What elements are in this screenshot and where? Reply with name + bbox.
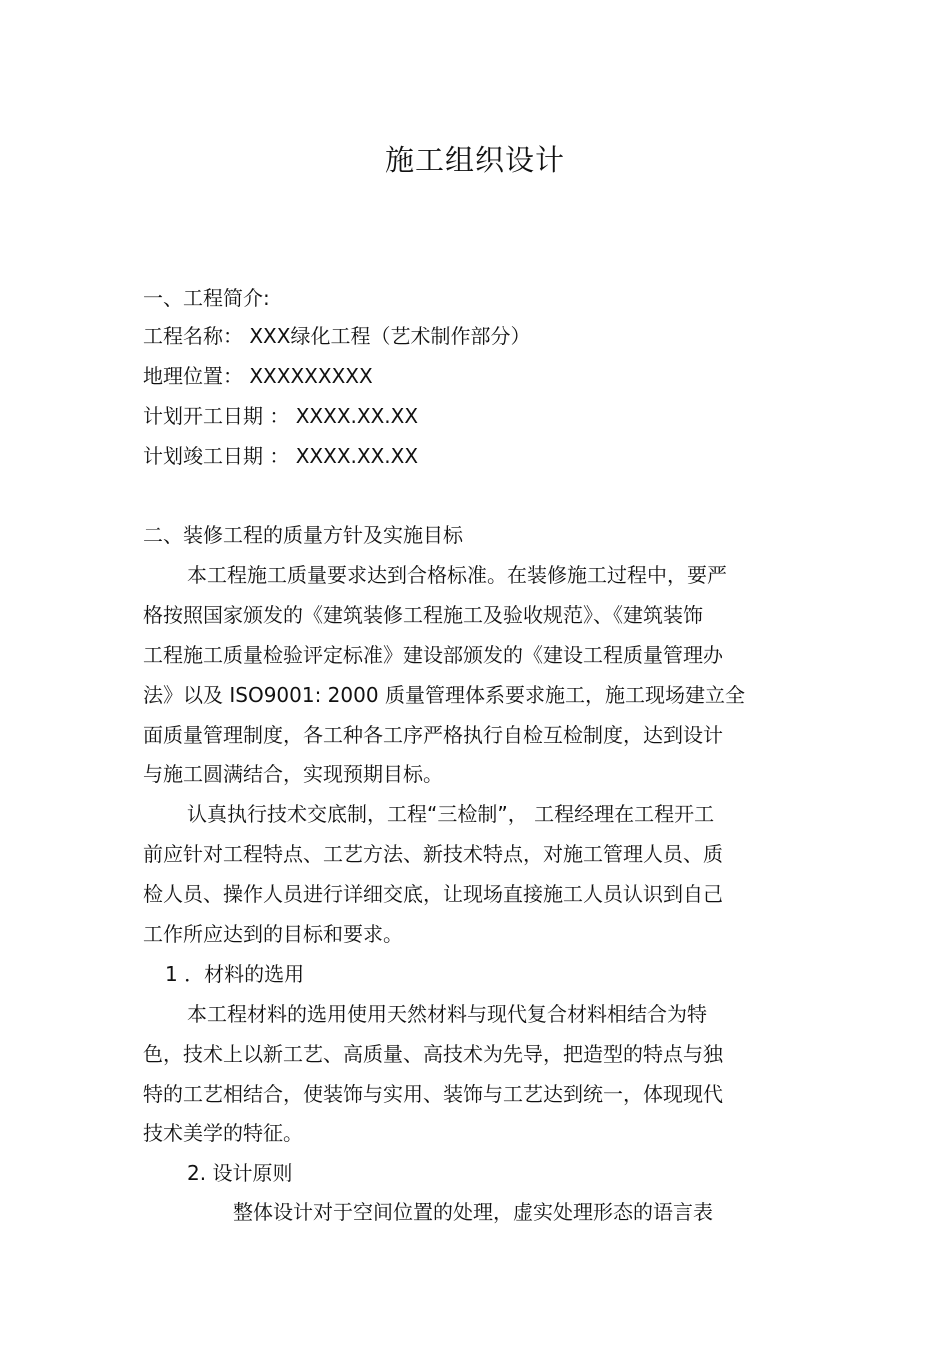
- para2-line: 认真执行技术交底制，工程“三检制”， 工程经理在工程开工: [187, 802, 715, 826]
- end-date-line: 计划竣工日期 ： XXXX.XX.XX: [143, 444, 419, 468]
- para1-line: 与施工圆满结合，实现预期目标。: [143, 762, 443, 786]
- para1-line: 格按照国家颁发的《建筑装修工程施工及验收规范》、《建筑装饰: [143, 603, 703, 627]
- para1-line: 本工程施工质量要求达到合格标准。在装修施工过程中，要严: [187, 563, 727, 587]
- para1-line: 法》以及 ISO9001: 2000 质量管理体系要求施工，施工现场建立全: [143, 683, 745, 707]
- section1-heading: 一、工程简介:: [143, 286, 270, 310]
- para3-line: 技术美学的特征。: [143, 1121, 303, 1145]
- para3-line: 色，技术上以新工艺、高质量、高技术为先导，把造型的特点与独: [143, 1042, 723, 1066]
- project-name-line: 工程名称： XXX绿化工程（艺术制作部分）: [143, 324, 531, 348]
- para3-line: 本工程材料的选用使用天然材料与现代复合材料相结合为特: [187, 1002, 707, 1026]
- start-date-line: 计划开工日期 ： XXXX.XX.XX: [143, 404, 419, 428]
- para2-line: 工作所应达到的目标和要求。: [143, 922, 403, 946]
- location-line: 地理位置： XXXXXXXXX: [143, 364, 373, 388]
- para2-line: 前应针对工程特点、工艺方法、新技术特点，对施工管理人员、质: [143, 842, 723, 866]
- document-title: 施工组织设计: [384, 143, 565, 177]
- para4-line: 整体设计对于空间位置的处理，虚实处理形态的语言表: [233, 1200, 713, 1224]
- item2-heading: 2. 设计原则: [187, 1161, 293, 1185]
- section2-heading: 二、装修工程的质量方针及实施目标: [143, 523, 463, 547]
- para2-line: 检人员、操作人员进行详细交底，让现场直接施工人员认识到自己: [143, 882, 723, 906]
- para3-line: 特的工艺相结合，使装饰与实用、装饰与工艺达到统一，体现现代: [143, 1082, 723, 1106]
- item1-heading: 1 ．材料的选用: [165, 962, 305, 986]
- para1-line: 面质量管理制度，各工种各工序严格执行自检互检制度，达到设计: [143, 723, 723, 747]
- para1-line: 工程施工质量检验评定标准》建设部颁发的《建设工程质量管理办: [143, 643, 723, 667]
